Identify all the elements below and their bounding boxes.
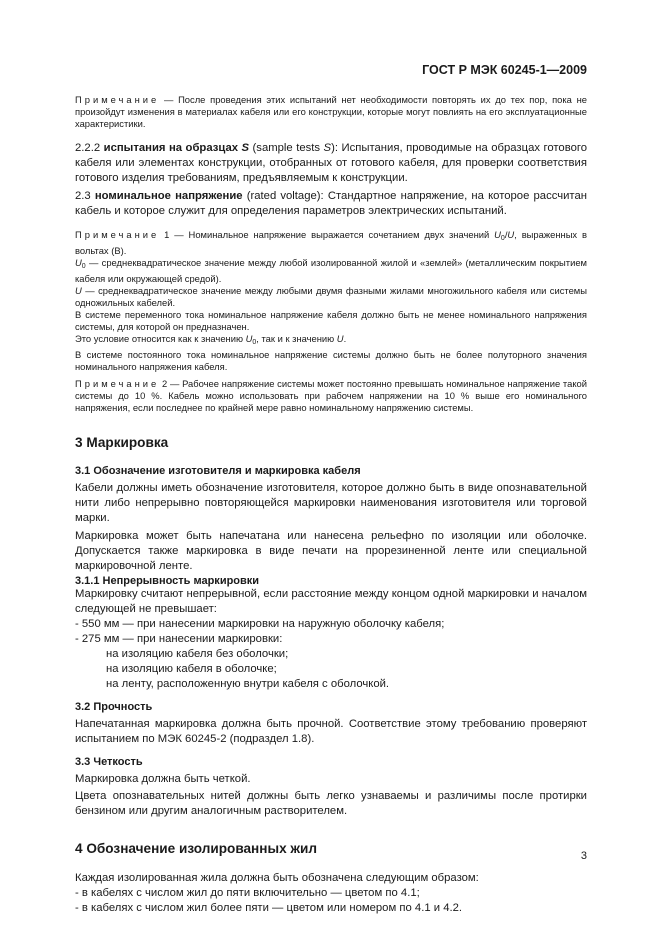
section-3-title: 3 Маркировка xyxy=(75,435,169,450)
clause-number: 2.2.2 xyxy=(75,142,101,154)
note-2 xyxy=(75,378,587,414)
note-top xyxy=(75,94,587,130)
section-3-1-1-title: 3.1.1 Непрерывность маркировки xyxy=(75,575,260,587)
section-3-2-para-1: Напечатанная маркировка должна быть прочной. Соответствие этому требованию проверяют испытанием по МЭК 60245-2 (подраздел 1.8). xyxy=(75,718,587,745)
note-label: Примечание xyxy=(75,229,160,240)
note-text: — Рабочее напряжение системы может постоянно превышать номинальное напряжение такой системы до 10 %. Кабель можно использовать при рабочем напряжении на 10 % выше его номинального напряжения, если последнее по крайней мере равно номинальному напряжению системы. xyxy=(75,378,587,413)
symbol-u: U xyxy=(75,257,82,268)
section-4-title: 4 Обозначение изолированных жил xyxy=(75,841,318,856)
note-number: 2 xyxy=(159,378,168,389)
term: номинальное напряжение xyxy=(94,190,243,202)
definition-text: Испытания, проводимые на образцах готового кабеля или элементах конструкции, отобранных от готового кабеля, для проверки соответствия готового изделия требованиям, предъявляемым к конструкции. xyxy=(75,142,588,184)
list-item: - в кабелях с числом жил до пяти включительно — цветом по 4.1; xyxy=(75,887,420,899)
sub-list-item: на изоляцию кабеля в оболочке; xyxy=(106,663,277,675)
term-en-symbol: S xyxy=(323,142,332,154)
page-content xyxy=(75,94,587,916)
note-text: Это условие относится как к значению xyxy=(75,333,246,344)
note-1-para-1 xyxy=(75,229,587,257)
term-symbol: S xyxy=(241,142,250,154)
subscript-0: 0 xyxy=(81,263,86,270)
note-text: . xyxy=(343,333,347,344)
note-1 xyxy=(75,229,587,373)
note-1-para-5 xyxy=(75,333,587,349)
section-3-2-title: 3.2 Прочность xyxy=(75,701,153,713)
list-item: - 550 мм — при нанесении маркировки на наружную оболочку кабеля; xyxy=(75,618,445,630)
subscript-0: 0 xyxy=(252,339,257,346)
subscript-0: 0 xyxy=(500,235,505,242)
symbol-u: U xyxy=(494,229,501,240)
note-text: — После проведения этих испытаний нет необходимости повторять их до тех пор, пока не произойдут изменения в материалах кабеля или его конструкции, которые могут повлиять на его эксплуатационные характеристики. xyxy=(75,94,587,129)
term: испытания на образцах xyxy=(103,142,239,154)
note-1-para-3 xyxy=(75,285,587,309)
page-number: 3 xyxy=(580,850,587,862)
symbol-u: U xyxy=(507,229,515,240)
section-3-1-title: 3.1 Обозначение изготовителя и маркировка кабеля xyxy=(75,465,361,477)
section-3-3-para-2: Цвета опознавательных нитей должны быть легко узнаваемы и различимы после протирки бензином или другим аналогичным растворителем. xyxy=(75,790,587,817)
list-item: - в кабелях с числом жил более пяти — цветом или номером по 4.1 и 4.2. xyxy=(75,902,463,914)
definition-text: Стандартное напряжение, на которое рассчитан кабель и которое служит для определения параметров электрических испытаний. xyxy=(75,190,588,217)
section-3-1-1-para-1: Маркировку считают непрерывной, если расстояние между концом одной маркировки и началом следующей не превышает: xyxy=(75,588,587,615)
symbol-u: U xyxy=(245,333,253,344)
clause-number: 2.3 xyxy=(75,190,91,202)
section-3-3-title: 3.3 Четкость xyxy=(75,756,143,768)
note-1-para-2 xyxy=(75,257,587,285)
document-header: ГОСТ Р МЭК 60245-1—2009 xyxy=(422,63,587,77)
term-en: (rated voltage): xyxy=(242,190,328,202)
slash: / xyxy=(504,229,508,240)
list-item: - 275 мм — при нанесении маркировки: xyxy=(75,633,283,645)
note-1-para-4: В системе переменного тока номинальное напряжение кабеля должно быть не менее номинального напряжения системы, для которой он предназначен. xyxy=(75,309,587,332)
section-3-1-para-1: Кабели должны иметь обозначение изготовителя, которое должно быть в виде опознавательной нити либо непрерывно повторяющейся маркировки наименования изготовителя или торговой марки. xyxy=(75,482,587,524)
definition-2-3 xyxy=(75,189,587,219)
note-number: 1 xyxy=(159,229,170,240)
term-en-close: ): xyxy=(331,142,342,154)
note-text: , выраженных в вольтах (В). xyxy=(75,229,587,256)
definition-2-2-2 xyxy=(75,141,587,186)
symbol-u: U xyxy=(336,333,344,344)
note-label: Примечание xyxy=(75,378,160,389)
note-text: — среднеквадратическое значение между любыми двумя фазными жилами многожильного кабеля или системы одножильных кабелей. xyxy=(75,285,587,308)
term-en-open: (sample tests xyxy=(249,142,324,154)
note-label: Примечание xyxy=(75,94,160,105)
section-3-3-para-1: Маркировка должна быть четкой. xyxy=(75,773,251,785)
sub-list-item: на изоляцию кабеля без оболочки; xyxy=(106,648,289,660)
note-1-para-6: В системе постоянного тока номинальное напряжение системы должно быть не более полуторного значения номинального напряжения кабеля. xyxy=(75,349,587,372)
sub-list-item: на ленту, расположенную внутри кабеля с оболочкой. xyxy=(106,678,390,690)
note-text: — Номинальное напряжение выражается сочетанием двух значений xyxy=(169,229,495,240)
section-3-1-para-2: Маркировка может быть напечатана или нанесена рельефно по изоляции или оболочке. Допускается также маркировка в виде печати на прорезиненной ленте или специальной маркировочной ленте. xyxy=(75,530,587,572)
note-text: , так и к значению xyxy=(256,333,337,344)
section-4-para-1: Каждая изолированная жила должна быть обозначена следующим образом: xyxy=(75,872,479,884)
symbol-u: U xyxy=(75,285,82,296)
note-text: — среднеквадратическое значение между любой изолированной жилой и «землей» (металлическим покрытием кабеля или окружающей средой). xyxy=(75,257,587,284)
